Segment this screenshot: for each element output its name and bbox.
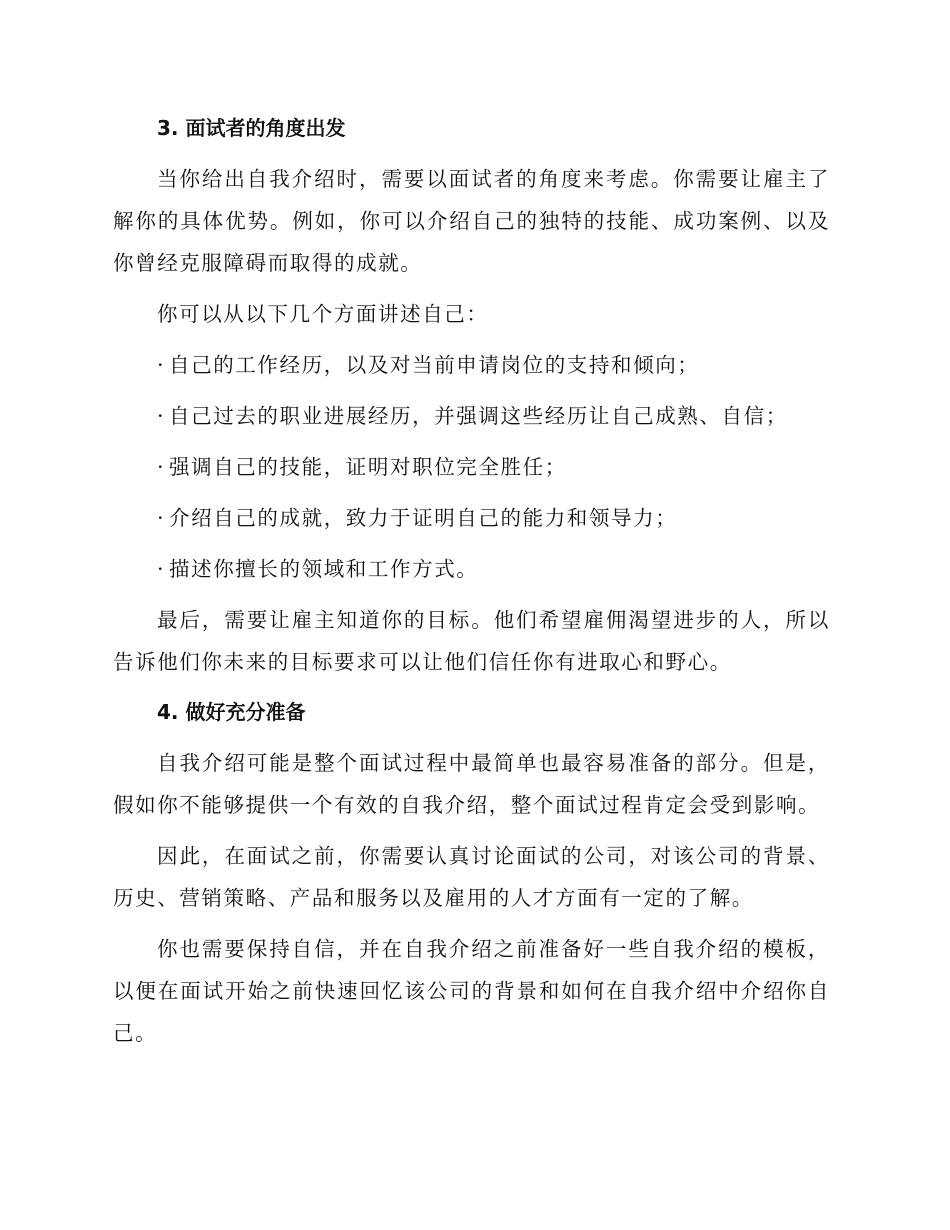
bullet-text: 自己的工作经历，以及对当前申请岗位的支持和倾向；	[169, 353, 700, 377]
bullet-marker: ·	[157, 506, 166, 530]
section-3-paragraph-1: 当你给出自我介绍时，需要以面试者的角度来考虑。你需要让雇主了解你的具体优势。例如，你可以介绍自己的独特的技能、成功案例、以及你曾经克服障碍而取得的成就。	[113, 167, 830, 275]
bullet-item-4	[113, 497, 830, 539]
bullet-marker: ·	[157, 353, 166, 377]
bullet-item-2	[113, 395, 830, 437]
section-4-paragraph-3: 你也需要保持自信，并在自我介绍之前准备好一些自我介绍的模板，以便在面试开始之前快速回忆该公司的背景和如何在自我介绍中介绍你自己。	[113, 937, 830, 1045]
bullet-item-3	[113, 446, 830, 488]
bullet-marker: ·	[157, 404, 166, 428]
section-3-closing-paragraph: 最后，需要让雇主知道你的目标。他们希望雇佣渴望进步的人，所以告诉他们你未来的目标要求可以让他们信任你有进取心和野心。	[113, 608, 830, 674]
bullet-text: 强调自己的技能，证明对职位完全胜任；	[169, 455, 567, 479]
bullet-text: 自己过去的职业进展经历，并强调这些经历让自己成熟、自信；	[169, 404, 788, 428]
bullet-marker: ·	[157, 455, 166, 479]
bullet-item-5	[113, 548, 830, 590]
bullet-text: 描述你擅长的领域和工作方式。	[169, 557, 479, 581]
section-4-paragraph-2: 因此，在面试之前，你需要认真讨论面试的公司，对该公司的背景、历史、营销策略、产品和服务以及雇用的人才方面有一定的了解。	[113, 844, 830, 910]
bullet-item-1	[113, 344, 830, 386]
section-4-heading: 4. 做好充分准备	[157, 700, 306, 724]
bullet-marker: ·	[157, 557, 166, 581]
section-3-heading: 3. 面试者的角度出发	[157, 116, 346, 140]
section-3-paragraph-2: 你可以从以下几个方面讲述自己：	[157, 302, 489, 326]
bullet-text: 介绍自己的成就，致力于证明自己的能力和领导力；	[169, 506, 678, 530]
section-4-paragraph-1: 自我介绍可能是整个面试过程中最简单也最容易准备的部分。但是，假如你不能够提供一个有效的自我介绍，整个面试过程肯定会受到影响。	[113, 751, 830, 817]
